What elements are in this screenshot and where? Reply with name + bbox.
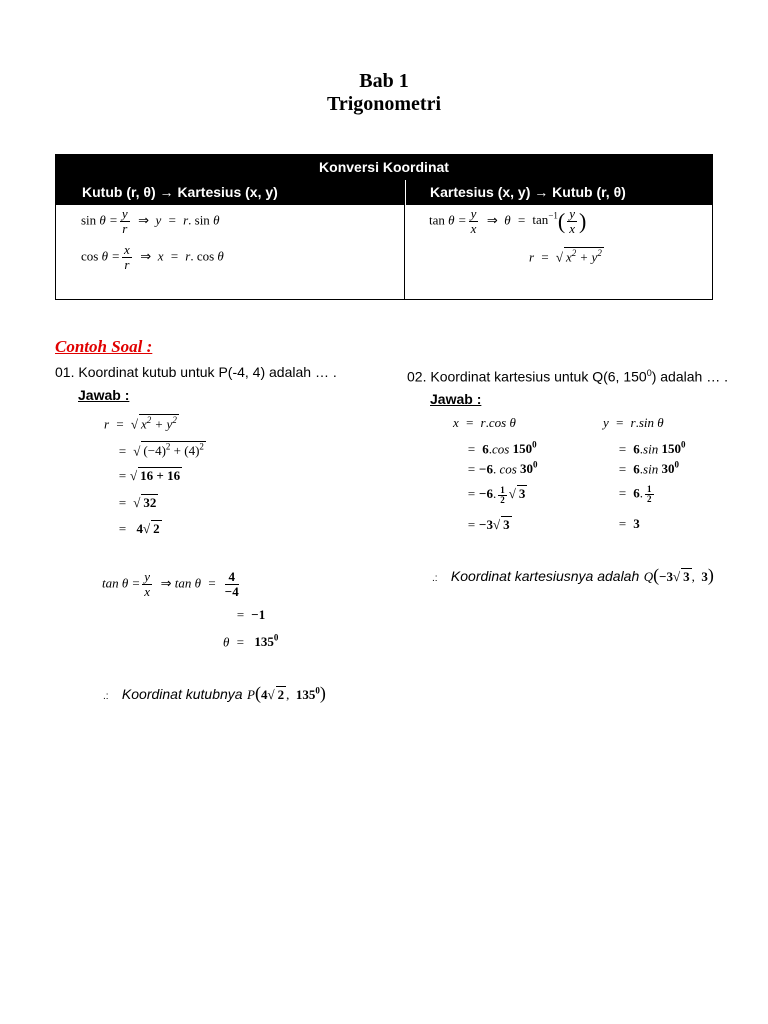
q2-conclusion: .: Koordinat kartesiusnya adalah Q(−3√ 3 , 3) — [432, 565, 714, 585]
table-header-cartesian-to-polar: Kartesius (x, y) → Kutub (r, θ) — [406, 180, 712, 205]
q2-x-step1: = 6.cos $150^0$ — [467, 440, 537, 457]
q2-x-formula: x = r.cos θ — [453, 415, 516, 430]
therefore-symbol-2: .: — [432, 573, 438, 584]
q1-tan-step: tan θ = $\frac{y}{x}$ ⇒ tan θ = $\frac{4}{-4}$ — [102, 569, 239, 599]
question-2-prefix: 02. Koordinat kartesius untuk Q(6, 150 — [407, 368, 647, 385]
formula-r: r = √ $x^2 + y^2$ — [529, 248, 602, 265]
table-header-polar-to-cartesian: Kutub (r, θ) → Kartesius (x, y) — [56, 180, 405, 205]
question-2 — [407, 368, 728, 385]
formula-sin: sin θ = $\frac{y}{r}$ ⇒ y = r. sin θ — [81, 206, 220, 236]
question-1: 01. Koordinat kutub untuk P(-4, 4) adalah … . — [55, 364, 337, 380]
formula-cos: cos θ = $\frac{x}{r}$ ⇒ x = r. cos θ — [81, 242, 224, 272]
q1-step-sum: = √ 16 + 16 — [118, 468, 181, 483]
question-2-degree: 0 — [646, 368, 652, 378]
q1-step-sqrt32: = √ 32 — [118, 495, 157, 510]
conversion-table — [55, 154, 713, 300]
q1-conclusion-text: Koordinat kutubnya — [121, 686, 243, 702]
q2-y-step3: = 6. $\frac{1}{2}$ — [618, 484, 652, 504]
q1-step-substitute: = √ $(-4)^2 + (4)^2$ — [118, 442, 204, 459]
example-heading: Contoh Soal : — [55, 337, 153, 356]
q2-y-result: = 3 — [618, 516, 640, 531]
question-2-suffix: ) adalah … . — [651, 368, 728, 385]
topic-title: Trigonometri — [326, 93, 442, 115]
q1-step-result: = 4√ 2 — [118, 521, 160, 536]
column-divider — [404, 205, 405, 299]
q2-x-result: = −3√ 3 — [467, 517, 510, 532]
q1-theta-value: $\theta = 135^0$ — [223, 633, 279, 650]
q2-conclusion-text: Koordinat kartesiusnya adalah — [450, 568, 640, 584]
q1-tan-value: = −1 — [236, 607, 266, 622]
formula-tan: tan θ = $\frac{y}{x}$ ⇒ $\theta = \tan^{-1}$( $\frac{y}{x}$ ) — [429, 206, 587, 236]
table-title: Konversi Koordinat — [56, 155, 712, 180]
q1-step-r: r = √ $x^2 + y^2$ — [104, 415, 177, 432]
answer-label-2: Jawab : — [430, 391, 482, 407]
q2-x-step2: = −6. $\cos 30^0$ — [467, 460, 538, 477]
chapter-title: Bab 1 — [359, 70, 409, 92]
q2-y-step2: = 6.sin $30^0$ — [618, 460, 679, 477]
answer-label-1: Jawab : — [78, 387, 130, 403]
q1-conclusion: .: Koordinat kutubnya P(4√ 2 , $135^0$) — [103, 683, 326, 703]
q2-y-step1: = 6.sin $150^0$ — [618, 440, 686, 457]
therefore-symbol: .: — [103, 691, 109, 702]
q2-y-formula: y = r.sin θ — [603, 415, 664, 430]
q2-x-step3: = −6. $\frac{1}{2}$ √ 3 — [467, 484, 526, 505]
